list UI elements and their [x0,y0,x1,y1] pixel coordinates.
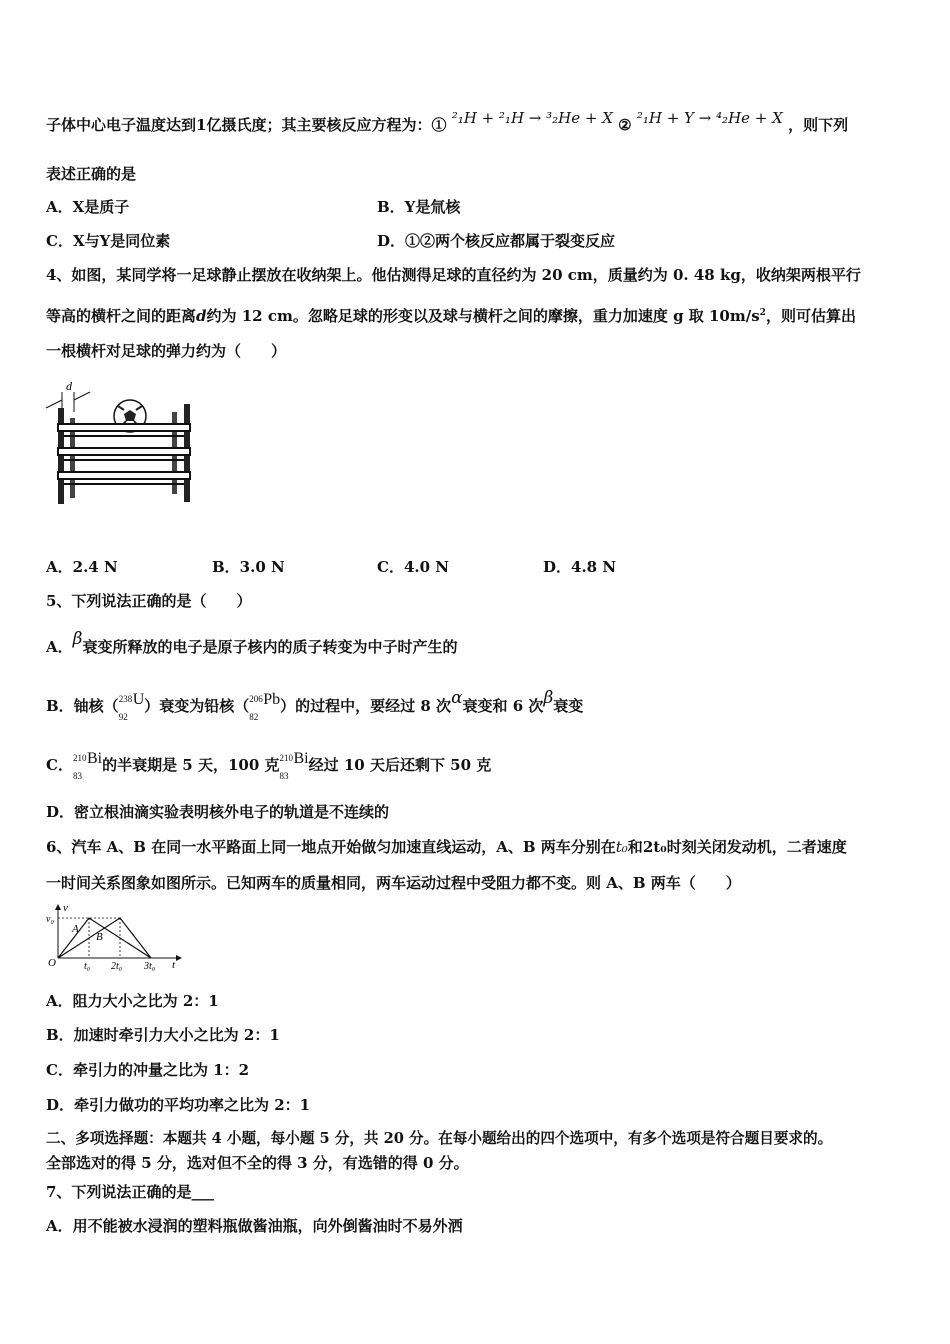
q4-exponent: 2 [759,308,766,318]
q3-line2: 表述正确的是 [46,165,137,183]
q6-t-axis-arrow [176,955,182,961]
q5-option-a-text: 衰变所释放的电子是原子核内的质子转变为中子时产生的 [82,638,458,656]
q4-option-c: C．4.0 N [377,558,449,576]
q6-tick-t0: t₀ [84,961,91,972]
q6-line1-text-b: 和 [627,838,643,856]
q5-option-a [46,629,458,657]
q3-option-b: B．Y是氚核 [377,198,461,216]
q6-label-a: A [72,923,79,935]
q5-option-c-mid: 的半衰期是 5 天，100 克 [102,756,280,774]
q5-option-b-mid: ）衰变为铅核（ [144,697,250,715]
q6-tick-2t0: 2t₀ [111,961,123,972]
q4-figure-d-label: d [66,379,72,393]
q5-uranium-mass: 238 [118,694,133,704]
q5-bismuth-mass: 210 [72,753,87,763]
q6-t0: t₀ [615,838,628,856]
q5-option-c-label: C． [46,756,73,774]
q3-eq1-marker: ① [431,116,447,134]
q6-line1 [46,837,847,857]
q6-origin-label: O [48,957,56,969]
q7-stem: 7、下列说法正确的是___ [46,1183,214,1201]
q6-v-axis-arrow [55,904,61,910]
q3-line1 [46,109,849,135]
q5-bismuth-number: 83 [72,771,82,781]
q3-eq2-marker: ② [618,116,632,134]
q4-line2 [46,303,856,326]
q5-bismuth-number-2: 83 [279,771,289,781]
q5-option-a-label: A． [46,638,73,656]
q6-line2: 一时间关系图象如图所示。已知两车的质量相同，两车运动过程中受阻力都不变。则 A、B 两车（ ） [46,874,741,892]
q4-line2-text-b: 约为 12 cm。忽略足球的形变以及球与横杆之间的摩擦，重力加速度 g 取 10m/s [206,307,760,325]
q4-line1: 4、如图，某同学将一足球静止摆放在收纳架上。他估测得足球的直径约为 20 cm，质量约为 0. 48 kg，收纳架两根平行 [46,266,861,284]
q4-dim-arrow-left [46,400,62,408]
q5-bismuth-symbol-2: Bi [293,750,309,767]
q5-stem: 5、下列说法正确的是（ ） [46,592,252,610]
q4-option-d: D．4.8 N [543,558,617,576]
q5-alpha-symbol: α [451,688,463,708]
q4-rack-shelf-3 [58,472,190,479]
q5-lead-symbol: Pb [263,691,281,708]
q5-option-b-end: 衰变 [553,697,584,715]
q4-rack-figure [40,378,200,508]
q6-option-c: C．牵引力的冲量之比为 1：2 [46,1061,250,1079]
q5-lead-mass: 206 [249,694,263,704]
section2-heading-line1: 二、多项选择题：本题共 4 小题，每小题 5 分，共 20 分。在每小题给出的四个选项中，有多个选项是符合题目要求的。 [46,1130,833,1147]
q6-tick-3t0: 3t₀ [144,961,156,972]
q4-rack-shelf-1 [58,424,190,431]
q3-option-a: A．X是质子 [46,198,130,216]
q3-equation-2: ²₁H + Y → ⁴₂He + X [636,109,783,127]
q5-bismuth-nuclide [72,750,103,781]
q4-dim-arrow-right [74,392,90,400]
q3-line1-text: 子体中心电子温度达到1亿摄氏度；其主要核反应方程为： [46,116,432,134]
q6-v0-label: v₀ [46,914,54,925]
q5-option-b-label: B．铀核（ [46,697,119,715]
q6-line1-text-c: 时刻关闭发动机，二者速度 [666,838,847,856]
q5-option-d: D．密立根油滴实验表明核外电子的轨道是不连续的 [46,803,390,821]
q6-vt-graph [44,902,184,974]
q3-equation-1: ²₁H + ²₁H → ³₂He + X [451,109,613,127]
q5-lead-nuclide [249,691,281,722]
q5-lead-number: 82 [249,712,259,722]
q5-option-c [46,750,492,781]
q5-beta-symbol-2: β [543,688,554,708]
q6-2t0: 2t₀ [642,838,667,856]
q5-option-c-end: 经过 10 天后还剩下 50 克 [308,756,492,774]
q3-option-d: D．①②两个核反应都属于裂变反应 [377,232,616,250]
q5-uranium-symbol: U [132,691,145,708]
q4-rack-shelf-2 [58,448,190,455]
q5-option-b [46,688,584,722]
q4-line3: 一根横杆对足球的弹力约为（ ） [46,342,287,360]
q4-line2-text-a: 等高的横杆之间的距离 [46,307,197,325]
q6-option-b: B．加速时牵引力大小之比为 2：1 [46,1026,280,1044]
q4-line2-text-c: ，则可估算出 [765,307,856,325]
q6-label-b: B [96,931,103,943]
q6-option-d: D．牵引力做功的平均功率之比为 2：1 [46,1096,311,1114]
q5-option-b-mid3: 衰变和 6 次 [462,697,544,715]
q5-bismuth-nuclide-2 [279,750,309,781]
q4-variable-d: d [196,307,207,325]
q6-line1-text-a: 6、汽车 A、B 在同一水平路面上同一地点开始做匀加速直线运动，A、B 两车分别在 [46,838,616,856]
q5-uranium-number: 92 [118,712,128,722]
q5-uranium-nuclide [118,691,145,722]
section2-heading-line2: 全部选对的得 5 分，选对但不全的得 3 分，有选错的得 0 分。 [46,1154,469,1172]
q3-option-c: C．X与Y是同位素 [46,232,171,250]
q4-option-a: A．2.4 N [46,558,118,576]
q7-option-a: A．用不能被水浸润的塑料瓶做酱油瓶，向外倒酱油时不易外洒 [46,1217,463,1235]
q3-line1-suffix: ，则下列 [788,116,849,134]
q4-option-b: B．3.0 N [212,558,285,576]
q6-v-label: v [63,902,68,914]
q6-option-a: A．阻力大小之比为 2：1 [46,992,219,1010]
q5-option-b-mid2: ）的过程中，要经过 8 次 [280,697,452,715]
q5-bismuth-symbol: Bi [86,750,103,767]
q5-bismuth-mass-2: 210 [279,753,293,763]
q5-beta-symbol: β [72,629,83,649]
q6-t-label: t [172,959,176,971]
